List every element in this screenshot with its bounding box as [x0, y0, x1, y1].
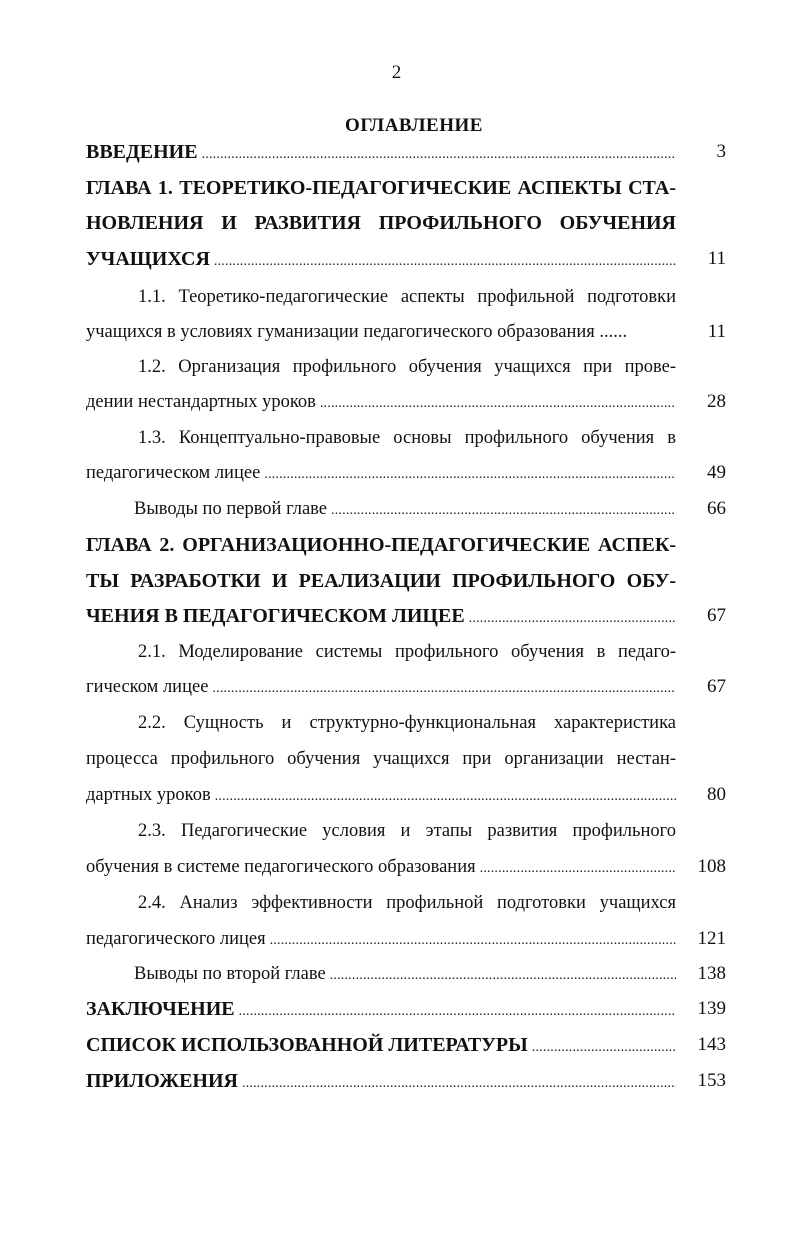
toc-page-number: 28: [707, 391, 726, 412]
dot-leader: [480, 855, 676, 881]
dot-leader: [320, 390, 676, 416]
dot-leader: [532, 1033, 676, 1060]
toc-entry-line: гическом лицее: [86, 677, 209, 697]
toc-page-number: 67: [707, 676, 726, 697]
toc-entry-line: учащихся в условиях гуманизации педагогического образования ......: [86, 322, 628, 342]
toc-entry-line: 2.4. Анализ эффективности профильной подготовки учащихся: [138, 893, 676, 913]
dot-leader: [330, 962, 676, 988]
toc-page-number: 139: [697, 998, 726, 1019]
toc-page-number: 66: [707, 498, 726, 519]
toc-entry-line: НОВЛЕНИЯ И РАЗВИТИЯ ПРОФИЛЬНОГО ОБУЧЕНИЯ: [86, 212, 676, 234]
dot-leader: [270, 927, 676, 953]
dot-leader: [215, 783, 676, 809]
toc-page-number: 121: [697, 928, 726, 949]
toc-entry-title: ПРИЛОЖЕНИЯ: [86, 1070, 238, 1092]
toc-entry-line: 2.3. Педагогические условия и этапы развития профильного: [138, 821, 676, 841]
toc-entry-title: ЗАКЛЮЧЕНИЕ: [86, 998, 235, 1020]
toc-page-number: 11: [707, 321, 726, 342]
toc-entry-line: ТЫ РАЗРАБОТКИ И РЕАЛИЗАЦИИ ПРОФИЛЬНОГО ОБУ-: [86, 570, 676, 592]
toc-entry-title: ВВЕДЕНИЕ: [86, 141, 198, 163]
page-number: 2: [391, 62, 402, 83]
toc-entry-line: 1.2. Организация профильного обучения учащихся при прове-: [138, 357, 676, 377]
toc-entry-line: дении нестандартных уроков: [86, 392, 316, 412]
toc-page-number: 143: [697, 1034, 726, 1055]
toc-entry-line: дартных уроков: [86, 785, 211, 805]
toc-entry-line: ЧЕНИЯ В ПЕДАГОГИЧЕСКОМ ЛИЦЕЕ: [86, 605, 465, 627]
toc-entry-line: 2.2. Сущность и структурно-функциональная характеристика: [138, 713, 676, 733]
toc-page-number: 67: [707, 605, 726, 626]
toc-entry-line: ГЛАВА 1. ТЕОРЕТИКО-ПЕДАГОГИЧЕСКИЕ АСПЕКТЫ СТА-: [86, 177, 676, 199]
dot-leader: [331, 497, 676, 523]
toc-entry-line: 1.3. Концептуально-правовые основы профильного обучения в: [138, 428, 676, 448]
toc-page-number: 49: [707, 462, 726, 483]
dot-leader: [212, 675, 676, 701]
toc-page-number: 11: [707, 248, 726, 269]
toc-page-number: 138: [697, 963, 726, 984]
dot-leader: [202, 140, 676, 167]
toc-page-number: 153: [697, 1070, 726, 1091]
toc-entry-line: педагогического лицея: [86, 929, 266, 949]
toc-entry-line: педагогическом лицее: [86, 463, 261, 483]
toc-entry-line: 2.1. Моделирование системы профильного обучения в педаго-: [138, 642, 676, 662]
toc-entry-line: ГЛАВА 2. ОРГАНИЗАЦИОННО-ПЕДАГОГИЧЕСКИЕ АСПЕК-: [86, 534, 676, 556]
dot-leader: [264, 461, 676, 487]
toc-page-number: 3: [716, 141, 726, 162]
toc-entry-line: Выводы по второй главе: [134, 964, 326, 984]
dot-leader: [239, 997, 676, 1024]
toc-page-number: 80: [707, 784, 726, 805]
toc-title: ОГЛАВЛЕНИЕ: [345, 115, 483, 136]
toc-entry-line: 1.1. Теоретико-педагогические аспекты профильной подготовки: [138, 287, 676, 307]
toc-entry-line: обучения в системе педагогического образования: [86, 857, 476, 877]
toc-entry-title: СПИСОК ИСПОЛЬЗОВАННОЙ ЛИТЕРАТУРЫ: [86, 1034, 528, 1056]
toc-entry-line: процесса профильного обучения учащихся при организации нестан-: [86, 749, 676, 769]
dot-leader: [242, 1069, 676, 1096]
dot-leader: [214, 247, 676, 274]
toc-entry-line: Выводы по первой главе: [134, 499, 328, 519]
dot-leader: [469, 604, 676, 631]
toc-page-number: 108: [697, 856, 726, 877]
toc-entry-line: УЧАЩИХСЯ: [86, 248, 210, 270]
